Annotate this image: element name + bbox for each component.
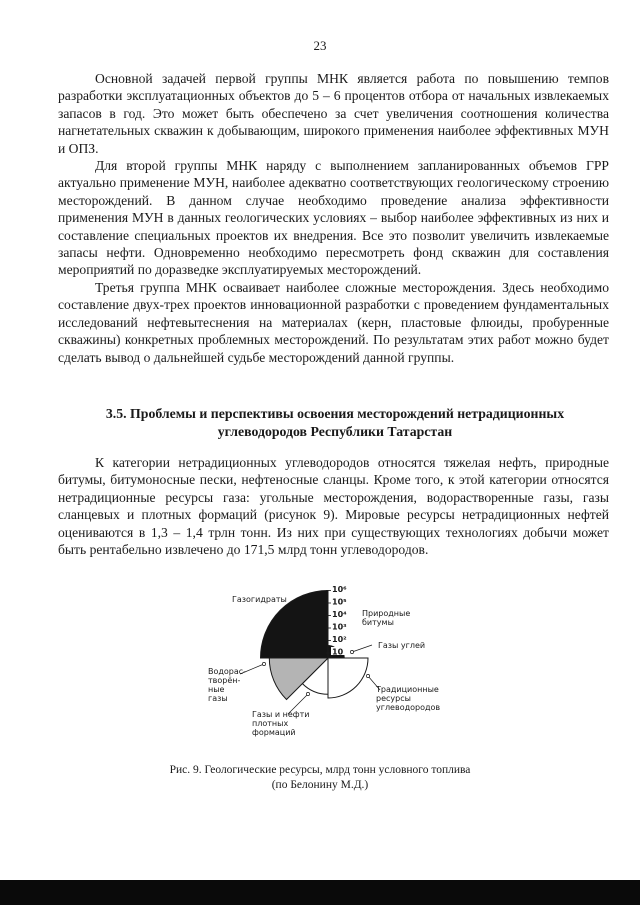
leader-dot bbox=[306, 692, 309, 695]
slice-label-line: Газогидраты bbox=[232, 595, 287, 604]
caption-line-1: Рис. 9. Геологические ресурсы, млрд тонн условного топлива bbox=[169, 764, 471, 776]
section-text-block bbox=[58, 454, 609, 558]
leader-dot bbox=[262, 662, 265, 665]
caption-line-2: (по Белонину М.Д.) bbox=[271, 779, 369, 791]
slice-label-line: Природные bbox=[362, 609, 411, 618]
pie-slice bbox=[328, 658, 368, 698]
slice-label-line: Газы углей bbox=[378, 641, 426, 650]
leader-line bbox=[352, 645, 372, 652]
paragraph-1: Основной задачей первой группы МНК является работа по повышению темпов разработки эксплуатационных объектов до 5 – 6 процентов отбора от начальных извлекаемых запасов в год. Это может быть обеспечено за счет увеличения соотношения количества нагнетательных скважин к добывающим, широкого применения наиболее эффективных МУН и ОПЗ. bbox=[58, 71, 609, 156]
slice-label-line: ные bbox=[208, 685, 225, 694]
paragraph-3: Третья группа МНК осваивает наиболее сложные месторождения. Здесь необходимо составление двух-трех проектов инновационной разработки с проведением фундаментальных исследований нефтевытеснения на материалах (керн, пластовые флюиды, пробуренные скважины) конкретных проблемных месторождений. По результатам этих работ можно будет сделать вывод о дальнейшей судьбе месторождений данной группы. bbox=[58, 279, 609, 365]
slice-label bbox=[252, 710, 310, 737]
page-number: 23 bbox=[313, 38, 327, 53]
slice-label bbox=[232, 595, 287, 604]
resources-chart bbox=[200, 585, 450, 750]
leader-dot bbox=[350, 650, 353, 653]
slice-label bbox=[208, 667, 246, 703]
slice-label bbox=[378, 641, 425, 650]
leader-dot bbox=[366, 674, 369, 677]
scale-tick-label: 10³ bbox=[332, 622, 347, 632]
scale-tick-label: 10⁶ bbox=[332, 585, 347, 594]
top-text-block bbox=[58, 70, 609, 366]
slice-label-line: углеводородов bbox=[376, 703, 441, 712]
slice-label-line: Газы и нефти bbox=[252, 710, 310, 719]
section-heading: 3.5. Проблемы и перспективы освоения месторождений нетрадиционных углеводородов Республики Татарстан bbox=[105, 406, 565, 439]
slice-label-line: ресурсы bbox=[376, 694, 411, 703]
slice-label-line: битумы bbox=[362, 618, 394, 627]
scale-tick-label: 10⁴ bbox=[332, 610, 347, 619]
slice-label-line: Традиционные bbox=[376, 685, 439, 694]
scan-bottom-border bbox=[0, 880, 640, 905]
slice-label-line: Водорас- bbox=[208, 667, 247, 676]
scale-tick-label: 10 bbox=[332, 647, 344, 657]
slice-label-line: плотных bbox=[252, 719, 289, 728]
slice-label-line: газы bbox=[208, 694, 228, 703]
slice-label-line: творён- bbox=[208, 676, 241, 685]
paragraph-2: Для второй группы МНК наряду с выполнением запланированных объемов ГРР актуально применение МУН, наиболее адекватно соответствующих геологическому строению месторождений. В данном случае необходимо проведение анализа эффективности применения МУН в данных геологических условиях – выбор наиболее эффективных из них и составление специальных проектов их внедрения. Все это позволит увеличить извлекаемые запасы нефти. Одновременно необходимо пересмотреть фонд скважин для составления мероприятий по доразведке эксплуатируемых месторождений. bbox=[58, 158, 609, 278]
scale-tick-label: 10⁵ bbox=[332, 597, 347, 607]
chart-svg bbox=[200, 585, 450, 750]
scale-tick-label: 10² bbox=[332, 635, 347, 644]
paragraph-4: К категории нетрадиционных углеводородов относятся тяжелая нефть, природные битумы, битумоносные пески, нефтеносные сланцы. Кроме того, к этой категории относятся нетрадиционные ресурсы газа: угольные месторождения, водорастворенные газы, газы сланцевых и плотных формаций (рисунок 9). Мировые ресурсы нетрадиционных нефтей оцениваются в 1,3 – 1,4 трлн тонн. Из них при существующих технологиях добычи может быть рентабельно извлечено до 171,5 млрд тонн углеводородов. bbox=[58, 455, 609, 558]
slice-label bbox=[375, 685, 440, 712]
slice-label bbox=[362, 609, 410, 627]
slice-label-line: формаций bbox=[252, 728, 296, 737]
figure-caption bbox=[60, 763, 580, 793]
